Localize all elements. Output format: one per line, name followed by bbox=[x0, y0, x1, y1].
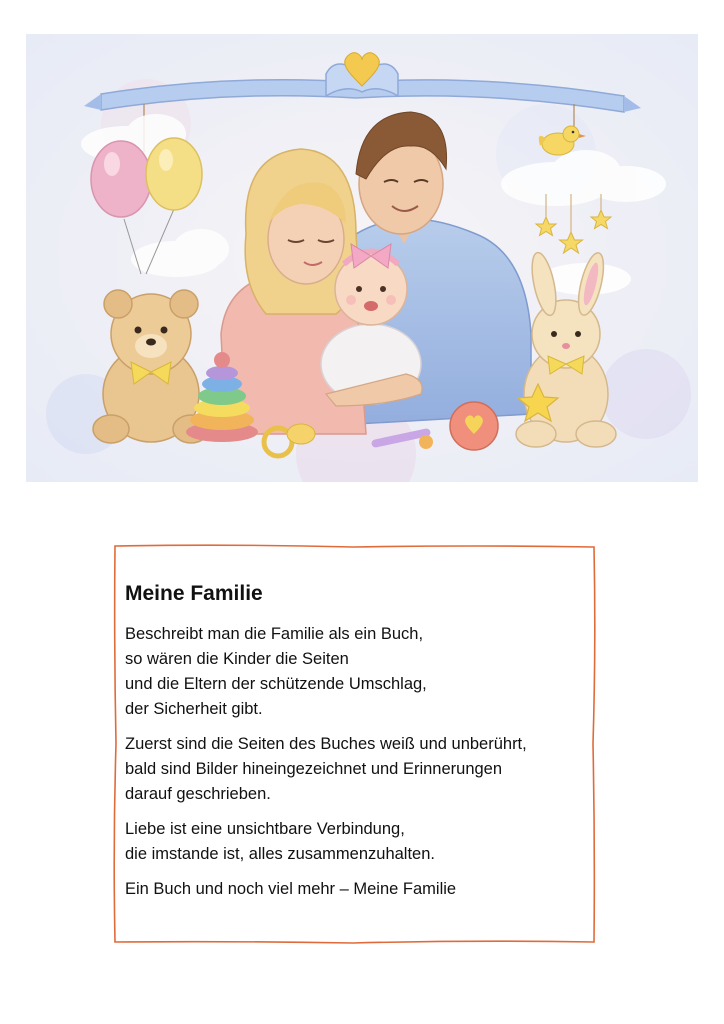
poem-stanza bbox=[125, 877, 585, 902]
poem-line: bald sind Bilder hineingezeichnet und Erinnerungen bbox=[125, 760, 503, 778]
poem-frame bbox=[113, 544, 596, 944]
poem bbox=[125, 580, 585, 912]
poem-line: so wären die Kinder die Seiten bbox=[125, 650, 349, 668]
poem-stanza bbox=[125, 817, 585, 867]
poem-line: darauf geschrieben. bbox=[125, 785, 271, 803]
poem-line: Beschreibt man die Familie als ein Buch, bbox=[125, 625, 424, 643]
family-illustration bbox=[26, 34, 698, 482]
poem-line: der Sicherheit gibt. bbox=[125, 700, 263, 718]
poem-stanza bbox=[125, 622, 585, 722]
poem-title: Meine Familie bbox=[125, 582, 263, 605]
poem-stanza bbox=[125, 732, 585, 807]
poem-line: Zuerst sind die Seiten des Buches weiß und unberührt, bbox=[125, 735, 527, 753]
poem-line: Liebe ist eine unsichtbare Verbindung, bbox=[125, 820, 405, 838]
poem-line: die imstande ist, alles zusammenzuhalten. bbox=[125, 845, 435, 863]
poem-line: und die Eltern der schützende Umschlag, bbox=[125, 675, 427, 693]
poem-line: Ein Buch und noch viel mehr – Meine Familie bbox=[125, 880, 457, 898]
